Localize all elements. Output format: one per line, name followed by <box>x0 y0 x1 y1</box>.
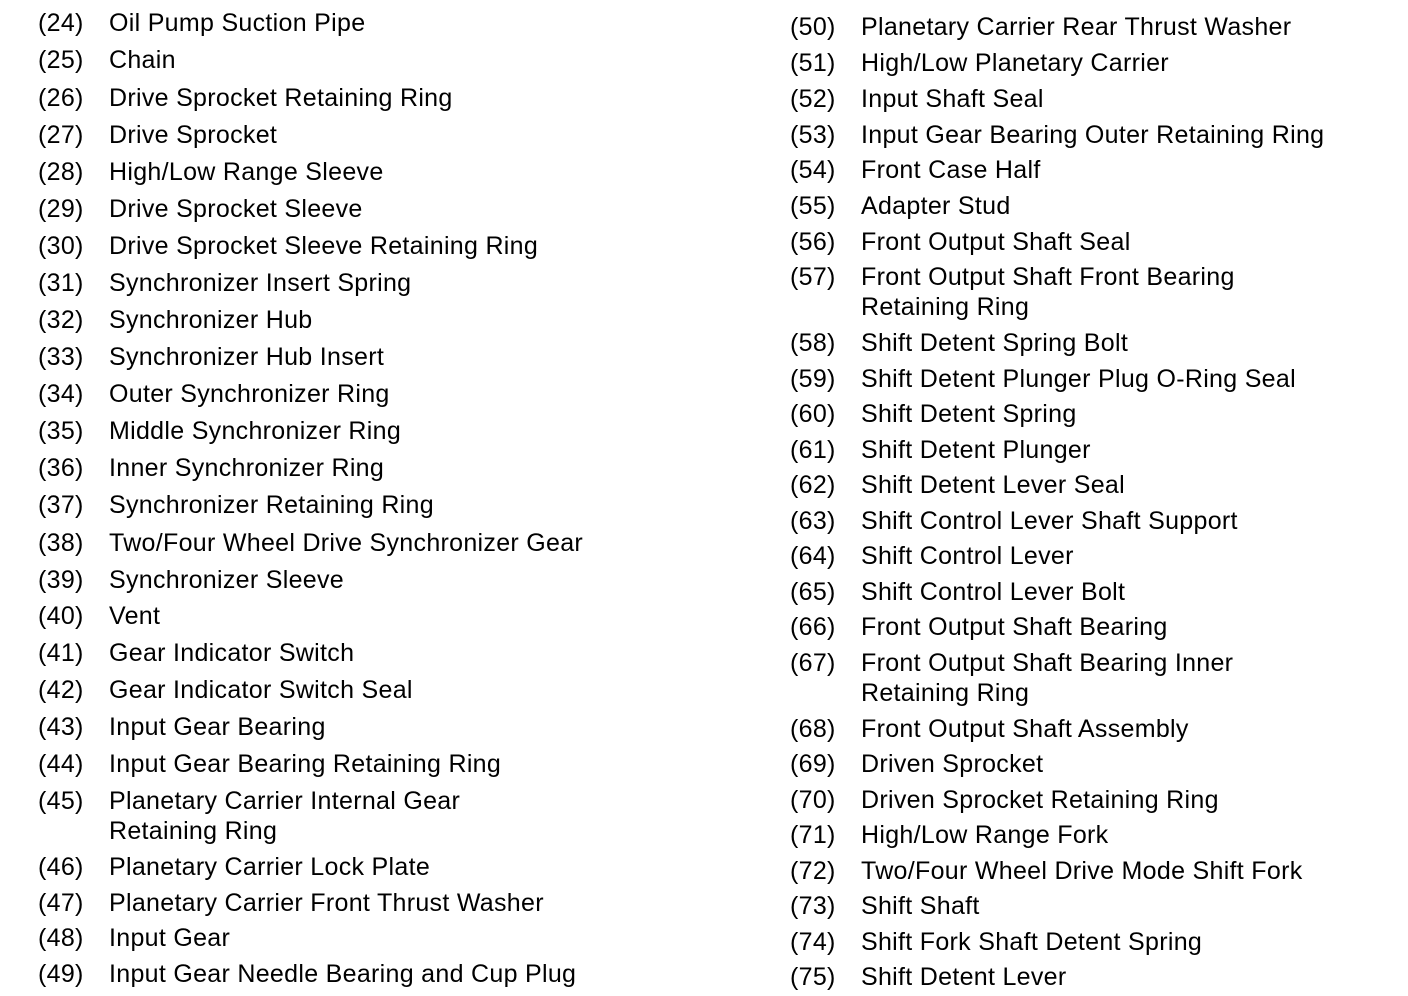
item-number: (55) <box>790 192 836 220</box>
item-number: (33) <box>38 343 84 371</box>
item-label: Middle Synchronizer Ring <box>109 417 402 445</box>
item-label: Front Output Shaft Front Bearing <box>861 263 1235 291</box>
item-number: (49) <box>38 960 84 988</box>
item-label: Front Output Shaft Assembly <box>861 715 1189 743</box>
item-number: (46) <box>38 853 84 881</box>
item-label: Input Gear Bearing Retaining Ring <box>109 750 502 778</box>
item-label: Driven Sprocket Retaining Ring <box>861 786 1219 814</box>
item-label: Synchronizer Hub Insert <box>109 343 385 371</box>
item-label: Driven Sprocket <box>861 750 1044 778</box>
item-label: High/Low Range Fork <box>861 821 1109 849</box>
item-label: Shift Detent Spring Bolt <box>861 329 1129 357</box>
item-number: (47) <box>38 889 84 917</box>
item-number: (31) <box>38 269 84 297</box>
item-label: Shift Control Lever Shaft Support <box>861 507 1238 535</box>
item-number: (52) <box>790 85 836 113</box>
item-number: (70) <box>790 786 836 814</box>
item-number: (36) <box>38 454 84 482</box>
item-label: Input Gear Bearing Outer Retaining Ring <box>861 121 1325 149</box>
item-label: Shift Control Lever <box>861 542 1074 570</box>
item-label: Front Case Half <box>861 156 1041 184</box>
item-label: Drive Sprocket <box>109 121 278 149</box>
item-label: Input Gear Bearing <box>109 713 326 741</box>
item-number: (64) <box>790 542 836 570</box>
item-label: Outer Synchronizer Ring <box>109 380 390 408</box>
item-label: Synchronizer Insert Spring <box>109 269 412 297</box>
item-number: (75) <box>790 963 836 991</box>
item-label: Drive Sprocket Sleeve <box>109 195 363 223</box>
item-label: Shift Detent Plunger <box>861 436 1091 464</box>
item-number: (29) <box>38 195 84 223</box>
item-label: Inner Synchronizer Ring <box>109 454 385 482</box>
item-number: (74) <box>790 928 836 956</box>
item-label: Front Output Shaft Bearing Inner <box>861 649 1234 677</box>
item-number: (61) <box>790 436 836 464</box>
item-label: Synchronizer Hub <box>109 306 313 334</box>
item-number: (50) <box>790 13 836 41</box>
item-label: Shift Shaft <box>861 892 980 920</box>
item-number: (28) <box>38 158 84 186</box>
item-number: (26) <box>38 84 84 112</box>
item-number: (73) <box>790 892 836 920</box>
item-label: High/Low Range Sleeve <box>109 158 384 186</box>
item-number: (25) <box>38 46 84 74</box>
item-label: Synchronizer Sleeve <box>109 566 344 594</box>
item-label: Input Shaft Seal <box>861 85 1044 113</box>
item-number: (41) <box>38 639 84 667</box>
item-number: (53) <box>790 121 836 149</box>
item-label: Shift Control Lever Bolt <box>861 578 1126 606</box>
item-number: (69) <box>790 750 836 778</box>
item-label: Planetary Carrier Front Thrust Washer <box>109 889 544 917</box>
item-label-continuation: Retaining Ring <box>109 817 278 845</box>
item-number: (66) <box>790 613 836 641</box>
item-label: Oil Pump Suction Pipe <box>109 9 366 37</box>
item-label: Two/Four Wheel Drive Synchronizer Gear <box>109 529 584 557</box>
item-label: Front Output Shaft Bearing <box>861 613 1168 641</box>
item-label: Shift Detent Spring <box>861 400 1077 428</box>
item-number: (60) <box>790 400 836 428</box>
item-number: (58) <box>790 329 836 357</box>
item-label: Chain <box>109 46 176 74</box>
item-label: Front Output Shaft Seal <box>861 228 1131 256</box>
item-label: Adapter Stud <box>861 192 1011 220</box>
item-number: (51) <box>790 49 836 77</box>
item-number: (59) <box>790 365 836 393</box>
item-label: Two/Four Wheel Drive Mode Shift Fork <box>861 857 1303 885</box>
item-number: (34) <box>38 380 84 408</box>
item-label-continuation: Retaining Ring <box>861 293 1030 321</box>
item-number: (37) <box>38 491 84 519</box>
item-number: (42) <box>38 676 84 704</box>
item-label: Planetary Carrier Rear Thrust Washer <box>861 13 1292 41</box>
item-number: (48) <box>38 924 84 952</box>
item-label: Drive Sprocket Sleeve Retaining Ring <box>109 232 539 260</box>
item-number: (24) <box>38 9 84 37</box>
item-number: (35) <box>38 417 84 445</box>
item-number: (27) <box>38 121 84 149</box>
item-label-continuation: Retaining Ring <box>861 679 1030 707</box>
item-label: Planetary Carrier Internal Gear <box>109 787 461 815</box>
item-number: (67) <box>790 649 836 677</box>
item-label: Gear Indicator Switch Seal <box>109 676 413 704</box>
item-label: High/Low Planetary Carrier <box>861 49 1169 77</box>
item-number: (63) <box>790 507 836 535</box>
item-number: (32) <box>38 306 84 334</box>
item-number: (68) <box>790 715 836 743</box>
item-label: Shift Fork Shaft Detent Spring <box>861 928 1203 956</box>
item-label: Input Gear Needle Bearing and Cup Plug <box>109 960 577 988</box>
item-number: (45) <box>38 787 84 815</box>
item-number: (54) <box>790 156 836 184</box>
item-label: Shift Detent Plunger Plug O-Ring Seal <box>861 365 1296 393</box>
item-number: (65) <box>790 578 836 606</box>
item-number: (43) <box>38 713 84 741</box>
item-number: (56) <box>790 228 836 256</box>
item-number: (62) <box>790 471 836 499</box>
item-label: Gear Indicator Switch <box>109 639 355 667</box>
item-label: Drive Sprocket Retaining Ring <box>109 84 453 112</box>
item-label: Planetary Carrier Lock Plate <box>109 853 431 881</box>
item-number: (30) <box>38 232 84 260</box>
item-number: (38) <box>38 529 84 557</box>
item-label: Shift Detent Lever <box>861 963 1067 991</box>
item-number: (71) <box>790 821 836 849</box>
item-number: (39) <box>38 566 84 594</box>
item-number: (57) <box>790 263 836 291</box>
item-label: Synchronizer Retaining Ring <box>109 491 434 519</box>
item-label: Vent <box>109 602 161 630</box>
item-number: (40) <box>38 602 84 630</box>
item-label: Input Gear <box>109 924 231 952</box>
item-number: (72) <box>790 857 836 885</box>
item-number: (44) <box>38 750 84 778</box>
item-label: Shift Detent Lever Seal <box>861 471 1125 499</box>
